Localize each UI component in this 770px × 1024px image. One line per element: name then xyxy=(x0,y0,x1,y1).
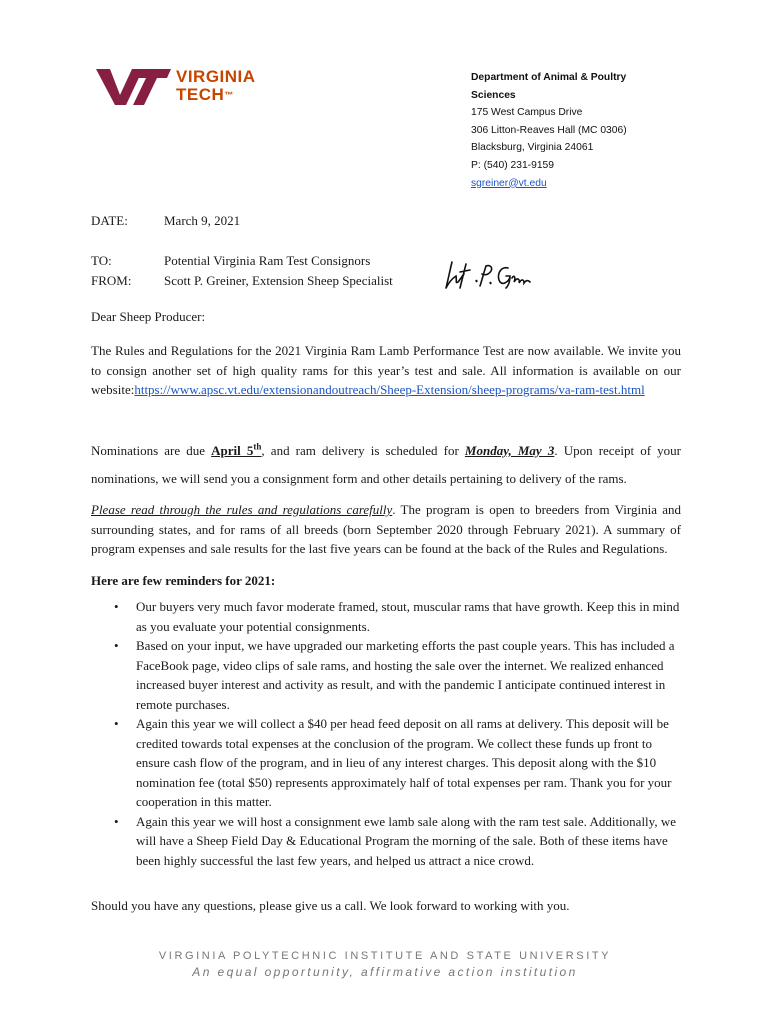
logo-wordmark-line1: VIRGINIA xyxy=(176,67,256,86)
delivery-date: Monday, May 3 xyxy=(464,443,555,458)
reminders-heading: Here are few reminders for 2021: xyxy=(91,573,276,588)
trademark-symbol: ™ xyxy=(224,90,234,100)
list-item xyxy=(91,812,681,871)
list-item xyxy=(91,636,681,714)
bullet-icon: • xyxy=(114,716,119,731)
paragraph-2-text-b: , and ram delivery is scheduled for xyxy=(261,443,465,458)
date-ordinal-suffix: th xyxy=(253,441,262,452)
reminder-text: Again this year we will collect a $40 per head feed deposit on all rams at delivery. This deposit will be credited towards total expenses at the conclusion of the program. We collect these funds up front to ensure cash flow of the program, and in lieu of any interest charges. This deposit along with the $10 nomination fee (total $50) represents approximately half of total expenses per ram. Thank you for your cooperation in this matter. xyxy=(136,716,672,809)
paragraph-nominations xyxy=(91,437,681,493)
virginia-tech-logo xyxy=(96,67,296,107)
paragraph-2-text-c: . Upon receipt of your nominations, we will send you a consignment form and other details pertaining to delivery of the rams. xyxy=(91,443,681,486)
paragraph-1-text: The Rules and Regulations for the 2021 Virginia Ram Lamb Performance Test are now available. We invite you to consign another set of high quality rams for this year’s test and sale. All information is available on our website: xyxy=(91,343,681,397)
department-name-line2: Sciences xyxy=(471,89,516,101)
paragraph-rules-available xyxy=(91,341,681,400)
from-label: FROM: xyxy=(91,273,132,288)
logo-wordmark-line2 xyxy=(176,86,234,104)
salutation: Dear Sheep Producer: xyxy=(91,309,206,324)
date-label: DATE: xyxy=(91,213,128,228)
email-link[interactable]: sgreiner@vt.edu xyxy=(471,177,547,189)
logo-wordmark-tech: TECH xyxy=(176,85,225,104)
bullet-icon: • xyxy=(114,599,119,614)
department-name-line1: Department of Animal & Poultry xyxy=(471,72,627,83)
address-line3: Blacksburg, Virginia 24061 xyxy=(471,142,594,154)
reminder-text: Again this year we will host a consignment ewe lamb sale along with the ram test sale. Additionally, we will have a Sheep Field Day & Educational Program the morning of the sale. Both of these items have been highly successful the last few years, and helped us attract a nice crowd. xyxy=(136,813,676,868)
footer-eeo-statement: An equal opportunity, affirmative action institution xyxy=(192,965,578,979)
to-label: TO: xyxy=(91,253,112,268)
reminder-text: Our buyers very much favor moderate framed, stout, muscular rams that have growth. Keep this in mind as you evaluate your potential consignments. xyxy=(136,599,680,634)
from-value: Scott P. Greiner, Extension Sheep Specialist xyxy=(164,273,393,288)
read-rules-emphasis: Please read through the rules and regulations carefully xyxy=(91,502,393,517)
bullet-icon: • xyxy=(114,813,119,829)
date-value: March 9, 2021 xyxy=(164,213,241,228)
paragraph-3-text: . The program is open to breeders from Virginia and surrounding states, and for rams of all breeds (born September 2020 through February 2021). A summary of program expenses and sale results for the last five years can be found at the back of the Rules and Regulations. xyxy=(91,502,681,556)
to-value: Potential Virginia Ram Test Consignors xyxy=(164,253,371,268)
nomination-due-date: April 5th xyxy=(211,441,262,458)
reminders-list xyxy=(91,597,681,870)
phone-number: P: (540) 231-9159 xyxy=(471,159,555,171)
bullet-icon: • xyxy=(114,638,119,653)
paragraph-program-details xyxy=(91,500,681,559)
reminder-text: Based on your input, we have upgraded our marketing efforts the past couple years. This has included a FaceBook page, video clips of sale rams, and hosting the sale over the internet. We realized enhanced increased buyer interest and activity as result, and with the pandemic I anticipate continued interest in remote purchases. xyxy=(136,638,675,712)
address-line2: 306 Litton-Reaves Hall (MC 0306) xyxy=(471,124,627,136)
paragraph-2-text-a: Nominations are due xyxy=(91,443,212,458)
department-address-block xyxy=(471,69,671,192)
address-line1: 175 West Campus Drive xyxy=(471,107,583,119)
list-item xyxy=(91,597,681,636)
vt-monogram-icon xyxy=(96,67,171,107)
footer-university-name: VIRGINIA POLYTECHNIC INSTITUTE AND STATE UNIVERSITY xyxy=(158,950,612,962)
closing-line: Should you have any questions, please give us a call. We look forward to working with you. xyxy=(91,898,570,913)
website-link[interactable]: https://www.apsc.vt.edu/extensionandoutreach/Sheep-Extension/sheep-programs/va-ram-test.html xyxy=(134,382,645,397)
list-item xyxy=(91,714,681,812)
handwritten-signature xyxy=(444,258,534,292)
